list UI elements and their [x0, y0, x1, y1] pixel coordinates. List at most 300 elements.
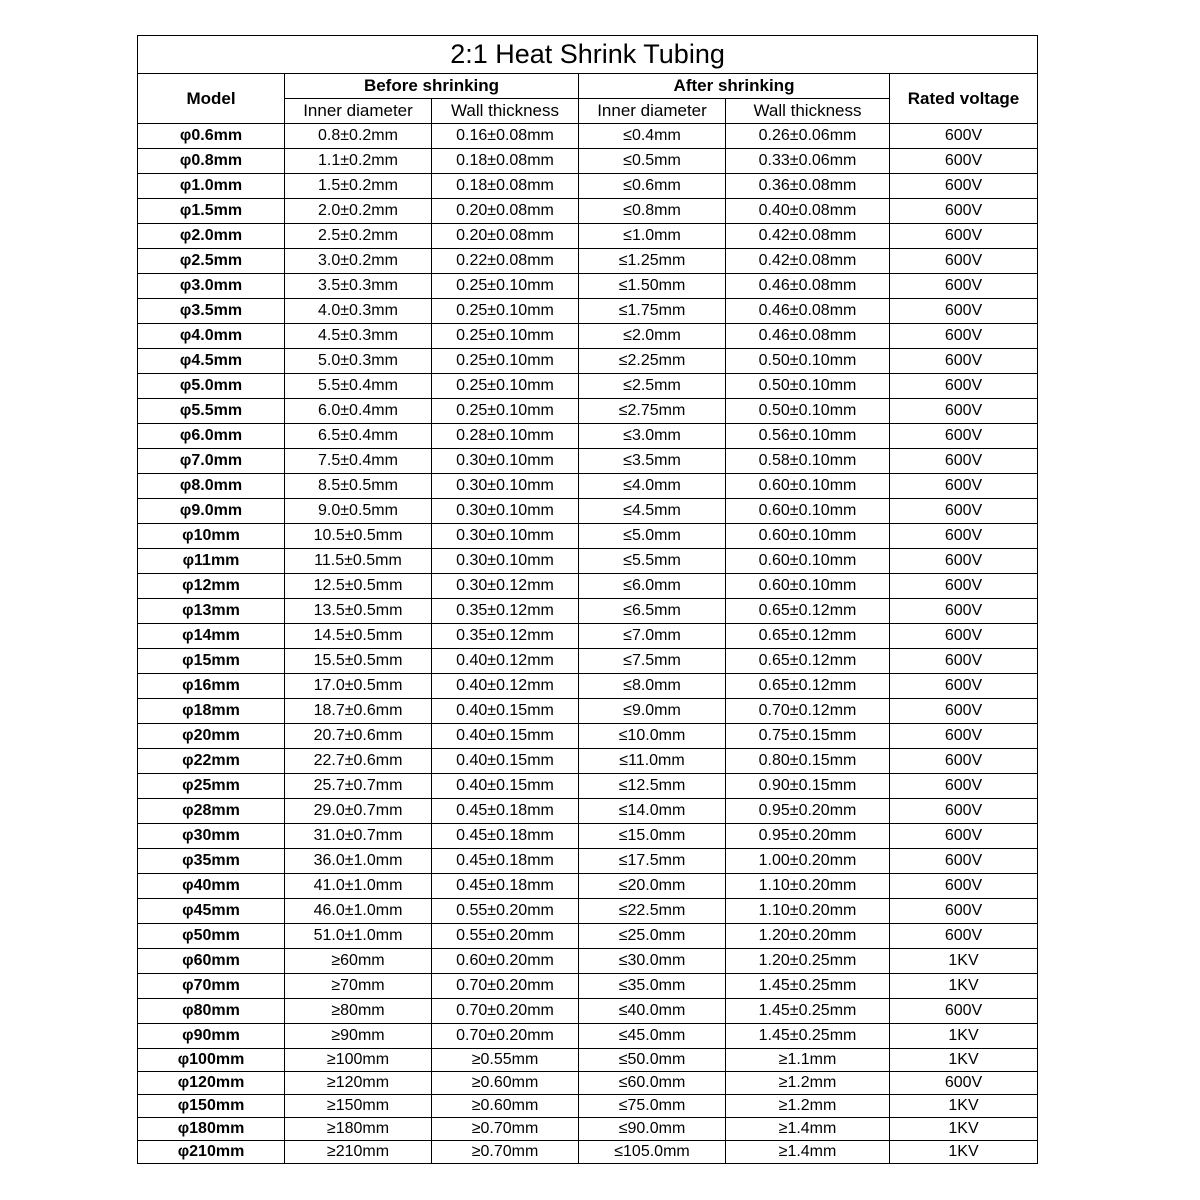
model-cell: φ4.0mm	[138, 324, 285, 349]
inner-diameter-before-cell: 6.0±0.4mm	[285, 399, 432, 424]
inner-diameter-after-cell: ≤8.0mm	[579, 674, 726, 699]
model-cell: φ70mm	[138, 974, 285, 999]
rated-voltage-cell: 1KV	[890, 1118, 1038, 1141]
inner-diameter-after-cell: ≤75.0mm	[579, 1095, 726, 1118]
rated-voltage-cell: 600V	[890, 249, 1038, 274]
wall-thickness-after-cell: 0.65±0.12mm	[726, 674, 890, 699]
inner-diameter-after-cell: ≤4.5mm	[579, 499, 726, 524]
inner-diameter-after-cell: ≤3.5mm	[579, 449, 726, 474]
model-cell: φ50mm	[138, 924, 285, 949]
inner-diameter-before-cell: 12.5±0.5mm	[285, 574, 432, 599]
table-row	[138, 699, 1038, 724]
wall-thickness-after-cell: 1.45±0.25mm	[726, 999, 890, 1024]
inner-diameter-before-cell: 5.5±0.4mm	[285, 374, 432, 399]
inner-diameter-before-cell: 15.5±0.5mm	[285, 649, 432, 674]
table-row	[138, 1049, 1038, 1072]
table-row	[138, 999, 1038, 1024]
wall-thickness-after-cell: 0.50±0.10mm	[726, 399, 890, 424]
wall-thickness-before-cell: 0.55±0.20mm	[432, 924, 579, 949]
inner-diameter-before-cell: 2.0±0.2mm	[285, 199, 432, 224]
rated-voltage-cell: 600V	[890, 274, 1038, 299]
inner-diameter-after-cell: ≤9.0mm	[579, 699, 726, 724]
model-cell: φ9.0mm	[138, 499, 285, 524]
inner-diameter-before-cell: ≥80mm	[285, 999, 432, 1024]
wall-thickness-before-cell: 0.18±0.08mm	[432, 174, 579, 199]
inner-diameter-after-cell: ≤105.0mm	[579, 1141, 726, 1164]
table-row	[138, 349, 1038, 374]
wall-thickness-after-cell: 1.00±0.20mm	[726, 849, 890, 874]
inner-diameter-before-cell: 8.5±0.5mm	[285, 474, 432, 499]
wall-thickness-before-cell: 0.40±0.15mm	[432, 724, 579, 749]
header-after-shrinking: After shrinking	[579, 74, 890, 99]
rated-voltage-cell: 600V	[890, 624, 1038, 649]
table-row	[138, 824, 1038, 849]
header-model: Model	[138, 74, 285, 124]
table-row	[138, 924, 1038, 949]
rated-voltage-cell: 600V	[890, 999, 1038, 1024]
rated-voltage-cell: 600V	[890, 424, 1038, 449]
table-row	[138, 674, 1038, 699]
inner-diameter-after-cell: ≤10.0mm	[579, 724, 726, 749]
wall-thickness-after-cell: 1.45±0.25mm	[726, 1024, 890, 1049]
table-row	[138, 974, 1038, 999]
model-cell: φ13mm	[138, 599, 285, 624]
table-row	[138, 324, 1038, 349]
rated-voltage-cell: 600V	[890, 649, 1038, 674]
wall-thickness-after-cell: 0.46±0.08mm	[726, 324, 890, 349]
inner-diameter-before-cell: 11.5±0.5mm	[285, 549, 432, 574]
model-cell: φ18mm	[138, 699, 285, 724]
wall-thickness-before-cell: 0.45±0.18mm	[432, 874, 579, 899]
inner-diameter-before-cell: ≥210mm	[285, 1141, 432, 1164]
wall-thickness-before-cell: ≥0.55mm	[432, 1049, 579, 1072]
inner-diameter-after-cell: ≤2.75mm	[579, 399, 726, 424]
model-cell: φ22mm	[138, 749, 285, 774]
wall-thickness-before-cell: 0.45±0.18mm	[432, 799, 579, 824]
wall-thickness-before-cell: 0.16±0.08mm	[432, 124, 579, 149]
inner-diameter-before-cell: 4.0±0.3mm	[285, 299, 432, 324]
model-cell: φ100mm	[138, 1049, 285, 1072]
header-rated-voltage: Rated voltage	[890, 74, 1038, 124]
rated-voltage-cell: 600V	[890, 574, 1038, 599]
model-cell: φ14mm	[138, 624, 285, 649]
inner-diameter-after-cell: ≤0.5mm	[579, 149, 726, 174]
wall-thickness-before-cell: 0.25±0.10mm	[432, 374, 579, 399]
model-cell: φ10mm	[138, 524, 285, 549]
table-row	[138, 1024, 1038, 1049]
wall-thickness-before-cell: ≥0.60mm	[432, 1072, 579, 1095]
wall-thickness-before-cell: 0.25±0.10mm	[432, 399, 579, 424]
rated-voltage-cell: 600V	[890, 349, 1038, 374]
table-row	[138, 574, 1038, 599]
wall-thickness-after-cell: 0.80±0.15mm	[726, 749, 890, 774]
table-row	[138, 774, 1038, 799]
wall-thickness-before-cell: 0.30±0.10mm	[432, 449, 579, 474]
table-row	[138, 299, 1038, 324]
table-row	[138, 749, 1038, 774]
inner-diameter-after-cell: ≤5.5mm	[579, 549, 726, 574]
rated-voltage-cell: 1KV	[890, 1095, 1038, 1118]
table-row	[138, 399, 1038, 424]
wall-thickness-after-cell: ≥1.4mm	[726, 1141, 890, 1164]
wall-thickness-after-cell: 0.40±0.08mm	[726, 199, 890, 224]
model-cell: φ3.5mm	[138, 299, 285, 324]
inner-diameter-before-cell: 5.0±0.3mm	[285, 349, 432, 374]
inner-diameter-before-cell: 41.0±1.0mm	[285, 874, 432, 899]
wall-thickness-after-cell: 0.58±0.10mm	[726, 449, 890, 474]
model-cell: φ3.0mm	[138, 274, 285, 299]
inner-diameter-after-cell: ≤6.5mm	[579, 599, 726, 624]
rated-voltage-cell: 600V	[890, 674, 1038, 699]
wall-thickness-after-cell: 1.20±0.20mm	[726, 924, 890, 949]
rated-voltage-cell: 600V	[890, 874, 1038, 899]
wall-thickness-before-cell: 0.45±0.18mm	[432, 849, 579, 874]
wall-thickness-after-cell: 0.95±0.20mm	[726, 824, 890, 849]
wall-thickness-after-cell: 0.42±0.08mm	[726, 224, 890, 249]
inner-diameter-before-cell: 17.0±0.5mm	[285, 674, 432, 699]
wall-thickness-after-cell: 0.36±0.08mm	[726, 174, 890, 199]
rated-voltage-cell: 600V	[890, 799, 1038, 824]
wall-thickness-before-cell: 0.25±0.10mm	[432, 324, 579, 349]
wall-thickness-before-cell: ≥0.70mm	[432, 1141, 579, 1164]
inner-diameter-before-cell: 1.1±0.2mm	[285, 149, 432, 174]
inner-diameter-before-cell: 2.5±0.2mm	[285, 224, 432, 249]
rated-voltage-cell: 1KV	[890, 1141, 1038, 1164]
wall-thickness-before-cell: 0.28±0.10mm	[432, 424, 579, 449]
rated-voltage-cell: 600V	[890, 899, 1038, 924]
inner-diameter-before-cell: ≥150mm	[285, 1095, 432, 1118]
model-cell: φ28mm	[138, 799, 285, 824]
inner-diameter-before-cell: 3.0±0.2mm	[285, 249, 432, 274]
inner-diameter-before-cell: 22.7±0.6mm	[285, 749, 432, 774]
inner-diameter-after-cell: ≤1.75mm	[579, 299, 726, 324]
table-row	[138, 224, 1038, 249]
inner-diameter-after-cell: ≤2.25mm	[579, 349, 726, 374]
rated-voltage-cell: 600V	[890, 724, 1038, 749]
inner-diameter-before-cell: 25.7±0.7mm	[285, 774, 432, 799]
header-inner-diameter-after: Inner diameter	[579, 99, 726, 124]
model-cell: φ60mm	[138, 949, 285, 974]
header-before-shrinking: Before shrinking	[285, 74, 579, 99]
table-row	[138, 124, 1038, 149]
rated-voltage-cell: 600V	[890, 599, 1038, 624]
table-row	[138, 199, 1038, 224]
model-cell: φ15mm	[138, 649, 285, 674]
wall-thickness-after-cell: 0.42±0.08mm	[726, 249, 890, 274]
rated-voltage-cell: 600V	[890, 1072, 1038, 1095]
inner-diameter-after-cell: ≤6.0mm	[579, 574, 726, 599]
wall-thickness-after-cell: 0.60±0.10mm	[726, 549, 890, 574]
inner-diameter-after-cell: ≤7.0mm	[579, 624, 726, 649]
rated-voltage-cell: 1KV	[890, 1024, 1038, 1049]
inner-diameter-after-cell: ≤2.0mm	[579, 324, 726, 349]
rated-voltage-cell: 600V	[890, 824, 1038, 849]
model-cell: φ90mm	[138, 1024, 285, 1049]
model-cell: φ0.8mm	[138, 149, 285, 174]
inner-diameter-before-cell: 10.5±0.5mm	[285, 524, 432, 549]
wall-thickness-before-cell: 0.25±0.10mm	[432, 349, 579, 374]
inner-diameter-after-cell: ≤0.6mm	[579, 174, 726, 199]
rated-voltage-cell: 600V	[890, 774, 1038, 799]
inner-diameter-after-cell: ≤22.5mm	[579, 899, 726, 924]
inner-diameter-after-cell: ≤3.0mm	[579, 424, 726, 449]
model-cell: φ150mm	[138, 1095, 285, 1118]
wall-thickness-after-cell: 0.70±0.12mm	[726, 699, 890, 724]
wall-thickness-after-cell: 0.50±0.10mm	[726, 349, 890, 374]
wall-thickness-before-cell: 0.45±0.18mm	[432, 824, 579, 849]
rated-voltage-cell: 600V	[890, 499, 1038, 524]
header-wall-thickness-before: Wall thickness	[432, 99, 579, 124]
wall-thickness-after-cell: 0.75±0.15mm	[726, 724, 890, 749]
table-row	[138, 474, 1038, 499]
wall-thickness-before-cell: 0.30±0.10mm	[432, 499, 579, 524]
table-row	[138, 274, 1038, 299]
model-cell: φ0.6mm	[138, 124, 285, 149]
table-row	[138, 849, 1038, 874]
rated-voltage-cell: 600V	[890, 849, 1038, 874]
table-row	[138, 599, 1038, 624]
rated-voltage-cell: 600V	[890, 324, 1038, 349]
table-row	[138, 174, 1038, 199]
wall-thickness-before-cell: 0.70±0.20mm	[432, 974, 579, 999]
wall-thickness-before-cell: 0.18±0.08mm	[432, 149, 579, 174]
table-row	[138, 524, 1038, 549]
inner-diameter-after-cell: ≤60.0mm	[579, 1072, 726, 1095]
model-cell: φ5.0mm	[138, 374, 285, 399]
model-cell: φ4.5mm	[138, 349, 285, 374]
inner-diameter-before-cell: 9.0±0.5mm	[285, 499, 432, 524]
wall-thickness-after-cell: 1.20±0.25mm	[726, 949, 890, 974]
wall-thickness-before-cell: 0.60±0.20mm	[432, 949, 579, 974]
inner-diameter-after-cell: ≤25.0mm	[579, 924, 726, 949]
rated-voltage-cell: 600V	[890, 549, 1038, 574]
table-row	[138, 424, 1038, 449]
wall-thickness-before-cell: 0.30±0.10mm	[432, 524, 579, 549]
wall-thickness-before-cell: 0.35±0.12mm	[432, 624, 579, 649]
wall-thickness-after-cell: ≥1.1mm	[726, 1049, 890, 1072]
wall-thickness-after-cell: ≥1.2mm	[726, 1095, 890, 1118]
wall-thickness-after-cell: 1.45±0.25mm	[726, 974, 890, 999]
model-cell: φ11mm	[138, 549, 285, 574]
inner-diameter-before-cell: 29.0±0.7mm	[285, 799, 432, 824]
table-row	[138, 1118, 1038, 1141]
inner-diameter-after-cell: ≤1.0mm	[579, 224, 726, 249]
table-row	[138, 449, 1038, 474]
inner-diameter-before-cell: 46.0±1.0mm	[285, 899, 432, 924]
inner-diameter-after-cell: ≤0.8mm	[579, 199, 726, 224]
wall-thickness-before-cell: 0.40±0.15mm	[432, 699, 579, 724]
table-row	[138, 499, 1038, 524]
model-cell: φ1.5mm	[138, 199, 285, 224]
wall-thickness-after-cell: 1.10±0.20mm	[726, 899, 890, 924]
inner-diameter-after-cell: ≤1.50mm	[579, 274, 726, 299]
model-cell: φ8.0mm	[138, 474, 285, 499]
wall-thickness-before-cell: 0.35±0.12mm	[432, 599, 579, 624]
table-row	[138, 899, 1038, 924]
wall-thickness-before-cell: 0.25±0.10mm	[432, 274, 579, 299]
table-title: 2:1 Heat Shrink Tubing	[138, 36, 1038, 74]
rated-voltage-cell: 600V	[890, 374, 1038, 399]
rated-voltage-cell: 600V	[890, 524, 1038, 549]
rated-voltage-cell: 1KV	[890, 949, 1038, 974]
model-cell: φ6.0mm	[138, 424, 285, 449]
model-cell: φ1.0mm	[138, 174, 285, 199]
rated-voltage-cell: 600V	[890, 299, 1038, 324]
table-row	[138, 249, 1038, 274]
rated-voltage-cell: 600V	[890, 399, 1038, 424]
wall-thickness-before-cell: 0.40±0.12mm	[432, 674, 579, 699]
inner-diameter-after-cell: ≤15.0mm	[579, 824, 726, 849]
inner-diameter-after-cell: ≤90.0mm	[579, 1118, 726, 1141]
inner-diameter-before-cell: ≥120mm	[285, 1072, 432, 1095]
inner-diameter-after-cell: ≤5.0mm	[579, 524, 726, 549]
inner-diameter-after-cell: ≤20.0mm	[579, 874, 726, 899]
wall-thickness-before-cell: 0.40±0.15mm	[432, 774, 579, 799]
inner-diameter-before-cell: ≥70mm	[285, 974, 432, 999]
inner-diameter-after-cell: ≤35.0mm	[579, 974, 726, 999]
inner-diameter-after-cell: ≤40.0mm	[579, 999, 726, 1024]
model-cell: φ45mm	[138, 899, 285, 924]
table-row	[138, 374, 1038, 399]
wall-thickness-before-cell: 0.40±0.15mm	[432, 749, 579, 774]
wall-thickness-before-cell: 0.30±0.10mm	[432, 474, 579, 499]
table-row	[138, 649, 1038, 674]
inner-diameter-after-cell: ≤30.0mm	[579, 949, 726, 974]
inner-diameter-before-cell: 20.7±0.6mm	[285, 724, 432, 749]
wall-thickness-after-cell: 0.65±0.12mm	[726, 649, 890, 674]
wall-thickness-before-cell: 0.30±0.12mm	[432, 574, 579, 599]
wall-thickness-after-cell: 0.95±0.20mm	[726, 799, 890, 824]
wall-thickness-before-cell: 0.20±0.08mm	[432, 199, 579, 224]
rated-voltage-cell: 600V	[890, 149, 1038, 174]
inner-diameter-before-cell: ≥60mm	[285, 949, 432, 974]
model-cell: φ2.0mm	[138, 224, 285, 249]
inner-diameter-before-cell: ≥180mm	[285, 1118, 432, 1141]
table-row	[138, 1141, 1038, 1164]
rated-voltage-cell: 600V	[890, 224, 1038, 249]
wall-thickness-after-cell: 0.26±0.06mm	[726, 124, 890, 149]
table-row	[138, 799, 1038, 824]
rated-voltage-cell: 600V	[890, 174, 1038, 199]
model-cell: φ210mm	[138, 1141, 285, 1164]
wall-thickness-before-cell: 0.22±0.08mm	[432, 249, 579, 274]
model-cell: φ2.5mm	[138, 249, 285, 274]
model-cell: φ20mm	[138, 724, 285, 749]
model-cell: φ120mm	[138, 1072, 285, 1095]
wall-thickness-after-cell: 0.60±0.10mm	[726, 474, 890, 499]
header-wall-thickness-after: Wall thickness	[726, 99, 890, 124]
wall-thickness-after-cell: ≥1.2mm	[726, 1072, 890, 1095]
wall-thickness-after-cell: 0.90±0.15mm	[726, 774, 890, 799]
rated-voltage-cell: 1KV	[890, 1049, 1038, 1072]
wall-thickness-after-cell: 0.46±0.08mm	[726, 299, 890, 324]
wall-thickness-before-cell: ≥0.60mm	[432, 1095, 579, 1118]
wall-thickness-after-cell: 0.50±0.10mm	[726, 374, 890, 399]
wall-thickness-after-cell: 0.33±0.06mm	[726, 149, 890, 174]
rated-voltage-cell: 600V	[890, 124, 1038, 149]
wall-thickness-after-cell: 0.56±0.10mm	[726, 424, 890, 449]
model-cell: φ16mm	[138, 674, 285, 699]
inner-diameter-before-cell: 6.5±0.4mm	[285, 424, 432, 449]
inner-diameter-before-cell: 1.5±0.2mm	[285, 174, 432, 199]
table-row	[138, 874, 1038, 899]
inner-diameter-after-cell: ≤17.5mm	[579, 849, 726, 874]
inner-diameter-after-cell: ≤2.5mm	[579, 374, 726, 399]
inner-diameter-after-cell: ≤11.0mm	[579, 749, 726, 774]
inner-diameter-before-cell: 36.0±1.0mm	[285, 849, 432, 874]
table-row	[138, 724, 1038, 749]
inner-diameter-before-cell: 7.5±0.4mm	[285, 449, 432, 474]
rated-voltage-cell: 600V	[890, 474, 1038, 499]
wall-thickness-after-cell: ≥1.4mm	[726, 1118, 890, 1141]
rated-voltage-cell: 600V	[890, 199, 1038, 224]
header-inner-diameter-before: Inner diameter	[285, 99, 432, 124]
inner-diameter-before-cell: 13.5±0.5mm	[285, 599, 432, 624]
table-row	[138, 1095, 1038, 1118]
inner-diameter-before-cell: ≥90mm	[285, 1024, 432, 1049]
model-cell: φ7.0mm	[138, 449, 285, 474]
model-cell: φ25mm	[138, 774, 285, 799]
rated-voltage-cell: 1KV	[890, 974, 1038, 999]
inner-diameter-before-cell: 14.5±0.5mm	[285, 624, 432, 649]
wall-thickness-before-cell: 0.70±0.20mm	[432, 1024, 579, 1049]
table-row	[138, 549, 1038, 574]
table-row	[138, 949, 1038, 974]
wall-thickness-after-cell: 0.65±0.12mm	[726, 599, 890, 624]
inner-diameter-after-cell: ≤4.0mm	[579, 474, 726, 499]
inner-diameter-before-cell: 3.5±0.3mm	[285, 274, 432, 299]
wall-thickness-after-cell: 0.60±0.10mm	[726, 499, 890, 524]
model-cell: φ180mm	[138, 1118, 285, 1141]
inner-diameter-before-cell: 51.0±1.0mm	[285, 924, 432, 949]
wall-thickness-before-cell: 0.40±0.12mm	[432, 649, 579, 674]
inner-diameter-after-cell: ≤14.0mm	[579, 799, 726, 824]
wall-thickness-before-cell: 0.20±0.08mm	[432, 224, 579, 249]
table-row	[138, 1072, 1038, 1095]
wall-thickness-before-cell: 0.55±0.20mm	[432, 899, 579, 924]
rated-voltage-cell: 600V	[890, 749, 1038, 774]
inner-diameter-before-cell: ≥100mm	[285, 1049, 432, 1072]
model-cell: φ12mm	[138, 574, 285, 599]
rated-voltage-cell: 600V	[890, 924, 1038, 949]
wall-thickness-after-cell: 0.60±0.10mm	[726, 574, 890, 599]
wall-thickness-before-cell: 0.25±0.10mm	[432, 299, 579, 324]
wall-thickness-after-cell: 0.65±0.12mm	[726, 624, 890, 649]
table-row	[138, 624, 1038, 649]
wall-thickness-before-cell: 0.70±0.20mm	[432, 999, 579, 1024]
rated-voltage-cell: 600V	[890, 699, 1038, 724]
model-cell: φ5.5mm	[138, 399, 285, 424]
wall-thickness-before-cell: ≥0.70mm	[432, 1118, 579, 1141]
spec-table	[137, 35, 1038, 1164]
model-cell: φ40mm	[138, 874, 285, 899]
wall-thickness-after-cell: 0.60±0.10mm	[726, 524, 890, 549]
wall-thickness-before-cell: 0.30±0.10mm	[432, 549, 579, 574]
inner-diameter-after-cell: ≤50.0mm	[579, 1049, 726, 1072]
wall-thickness-after-cell: 1.10±0.20mm	[726, 874, 890, 899]
inner-diameter-after-cell: ≤45.0mm	[579, 1024, 726, 1049]
rated-voltage-cell: 600V	[890, 449, 1038, 474]
table-body	[138, 124, 1038, 1164]
inner-diameter-after-cell: ≤0.4mm	[579, 124, 726, 149]
wall-thickness-after-cell: 0.46±0.08mm	[726, 274, 890, 299]
model-cell: φ35mm	[138, 849, 285, 874]
inner-diameter-before-cell: 31.0±0.7mm	[285, 824, 432, 849]
inner-diameter-before-cell: 18.7±0.6mm	[285, 699, 432, 724]
table-row	[138, 149, 1038, 174]
model-cell: φ30mm	[138, 824, 285, 849]
inner-diameter-before-cell: 4.5±0.3mm	[285, 324, 432, 349]
